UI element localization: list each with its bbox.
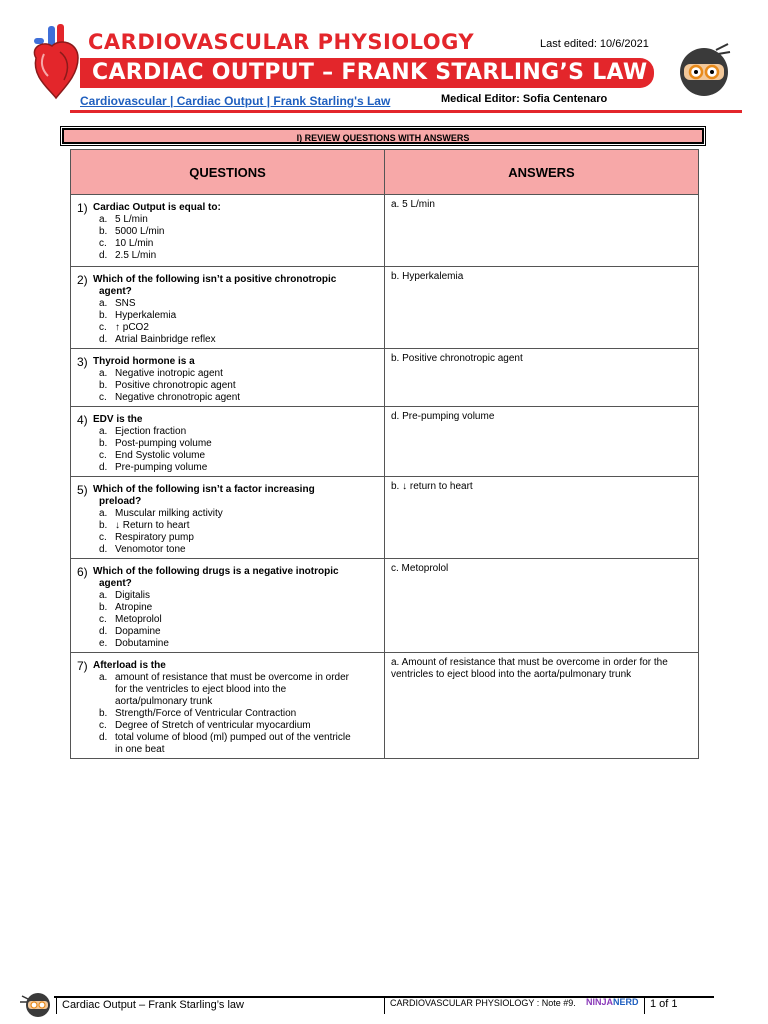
- heart-icon: [26, 24, 86, 102]
- option-letter: d.: [99, 462, 108, 473]
- option-letter: b.: [99, 310, 108, 321]
- answer-cell: b. Hyperkalemia: [385, 267, 699, 349]
- option-text: Muscular milking activity: [115, 508, 223, 519]
- footer-note: CARDIOVASCULAR PHYSIOLOGY : Note #9.: [390, 998, 576, 1008]
- option-item: [99, 520, 378, 532]
- review-questions-table: [70, 149, 699, 759]
- option-item: [99, 544, 378, 556]
- option-list: [77, 508, 378, 556]
- option-item: [99, 250, 378, 262]
- footer-title: Cardiac Output – Frank Starling’s law: [62, 999, 244, 1011]
- option-item: [99, 310, 378, 322]
- option-letter: a.: [99, 214, 108, 225]
- option-text: Dobutamine: [115, 638, 169, 649]
- option-text: Post-pumping volume: [115, 438, 212, 449]
- question-text: Which of the following isn’t a positive chronotropic: [93, 274, 337, 285]
- question-cell: [71, 195, 385, 267]
- option-item: [99, 720, 378, 732]
- option-item: [99, 626, 378, 638]
- question-number: 7): [77, 659, 88, 673]
- question-number: 6): [77, 565, 88, 579]
- option-text: Degree of Stretch of ventricular myocardium: [115, 720, 311, 731]
- option-item: [99, 450, 378, 462]
- question-number: 1): [77, 201, 88, 215]
- medical-editor: Medical Editor: Sofia Centenaro: [441, 93, 608, 105]
- table-row: [71, 559, 699, 653]
- answer-cell: a. Amount of resistance that must be overcome in order for the ventricles to eject blood into the aorta/pulmonary trunk: [385, 653, 699, 759]
- option-text: amount of resistance that must be overcome in order for the ventricles to eject blood into the aorta/pulmonary trunk: [115, 672, 350, 707]
- option-text: Venomotor tone: [115, 544, 186, 555]
- ninja-mascot-icon: [676, 42, 732, 98]
- option-text: Metoprolol: [115, 614, 162, 625]
- question-text: Which of the following drugs is a negative inotropic: [93, 566, 339, 577]
- table-row: [71, 195, 699, 267]
- table-row: [71, 477, 699, 559]
- option-item: [99, 462, 378, 474]
- option-text: 10 L/min: [115, 238, 154, 249]
- question-cell: [71, 349, 385, 407]
- option-letter: c.: [99, 450, 107, 461]
- answer-cell: b. ↓ return to heart: [385, 477, 699, 559]
- question-cell: [71, 407, 385, 477]
- question-stem: [77, 414, 378, 426]
- option-item: [99, 214, 378, 226]
- answer-cell: d. Pre-pumping volume: [385, 407, 699, 477]
- option-item: [99, 508, 378, 520]
- question-number: 4): [77, 413, 88, 427]
- option-letter: a.: [99, 590, 108, 601]
- question-text: Afterload is the: [93, 660, 166, 671]
- option-text: Pre-pumping volume: [115, 462, 208, 473]
- option-item: [99, 226, 378, 238]
- logo-text-a: NINJA: [586, 997, 614, 1007]
- option-text: Positive chronotropic agent: [115, 380, 236, 391]
- option-item: [99, 368, 378, 380]
- option-text: Hyperkalemia: [115, 310, 177, 321]
- option-text: Ejection fraction: [115, 426, 187, 437]
- footer-divider: [384, 996, 385, 1014]
- option-item: [99, 708, 378, 720]
- option-text: SNS: [115, 298, 136, 309]
- question-cell: [71, 653, 385, 759]
- option-text: 5000 L/min: [115, 226, 165, 237]
- option-text: ↑ pCO2: [115, 322, 149, 333]
- question-text-continued: agent?: [99, 286, 132, 297]
- option-letter: a.: [99, 368, 108, 379]
- option-text: 5 L/min: [115, 214, 148, 225]
- question-text-continued: agent?: [99, 578, 132, 589]
- question-stem: [77, 566, 378, 578]
- option-letter: b.: [99, 380, 108, 391]
- option-letter: d.: [99, 626, 108, 637]
- breadcrumb-link[interactable]: Cardiovascular | Cardiac Output | Frank Starling's Law: [80, 94, 391, 108]
- option-text: Dopamine: [115, 626, 161, 637]
- option-letter: c.: [99, 614, 107, 625]
- header-divider: [70, 110, 742, 113]
- footer-divider: [644, 996, 645, 1014]
- logo-text-b: NERD: [613, 997, 639, 1007]
- table-row: [71, 267, 699, 349]
- question-text-continued: preload?: [99, 496, 142, 507]
- ninja-nerd-logo: [586, 997, 639, 1007]
- option-letter: c.: [99, 238, 107, 249]
- option-text: Atropine: [115, 602, 153, 613]
- question-stem: [77, 202, 378, 214]
- question-cell: [71, 559, 385, 653]
- option-item: [99, 238, 378, 250]
- option-item: [99, 392, 378, 404]
- option-text: Respiratory pump: [115, 532, 194, 543]
- subject-title: CARDIOVASCULAR PHYSIOLOGY: [88, 30, 475, 54]
- question-text: Which of the following isn’t a factor increasing: [93, 484, 315, 495]
- answer-cell: c. Metoprolol: [385, 559, 699, 653]
- question-number: 3): [77, 355, 88, 369]
- question-number: 5): [77, 483, 88, 497]
- option-letter: a.: [99, 426, 108, 437]
- option-item: [99, 602, 378, 614]
- answer-cell: b. Positive chronotropic agent: [385, 349, 699, 407]
- option-item: [99, 322, 378, 334]
- page-title: CARDIAC OUTPUT – FRANK STARLING’S LAW: [92, 60, 648, 85]
- option-item: [99, 334, 378, 346]
- option-letter: b.: [99, 226, 108, 237]
- option-letter: a.: [99, 672, 108, 683]
- option-list: [77, 298, 378, 346]
- option-letter: b.: [99, 708, 108, 719]
- question-text: Thyroid hormone is a: [93, 356, 195, 367]
- option-letter: d.: [99, 732, 108, 743]
- option-text: Negative chronotropic agent: [115, 392, 241, 403]
- option-letter: b.: [99, 438, 108, 449]
- question-stem: [77, 274, 378, 286]
- question-stem: [77, 356, 378, 368]
- answers-column-header: ANSWERS: [385, 150, 699, 195]
- table-row: [71, 349, 699, 407]
- question-text: EDV is the: [93, 414, 143, 425]
- option-letter: b.: [99, 602, 108, 613]
- option-text: Atrial Bainbridge reflex: [115, 334, 216, 345]
- option-item: [99, 438, 378, 450]
- option-text: total volume of blood (ml) pumped out of the ventricle in one beat: [115, 732, 351, 755]
- option-item: [99, 426, 378, 438]
- option-item: [99, 732, 378, 756]
- question-cell: [71, 267, 385, 349]
- option-letter: e.: [99, 638, 108, 649]
- last-edited-date: Last edited: 10/6/2021: [540, 38, 649, 50]
- page-number: 1 of 1: [650, 998, 678, 1010]
- option-letter: d.: [99, 544, 108, 555]
- table-row: [71, 653, 699, 759]
- option-letter: d.: [99, 250, 108, 261]
- section-title: I) REVIEW QUESTIONS WITH ANSWERS: [62, 128, 704, 144]
- question-cell: [71, 477, 385, 559]
- option-item: [99, 532, 378, 544]
- option-letter: d.: [99, 334, 108, 345]
- option-letter: a.: [99, 508, 108, 519]
- option-list: [77, 214, 378, 262]
- option-letter: c.: [99, 532, 107, 543]
- option-letter: a.: [99, 298, 108, 309]
- option-text: 2.5 L/min: [115, 250, 157, 261]
- option-item: [99, 590, 378, 602]
- option-letter: c.: [99, 322, 107, 333]
- option-list: [77, 590, 378, 650]
- option-item: [99, 672, 378, 708]
- option-item: [99, 614, 378, 626]
- answer-cell: a. 5 L/min: [385, 195, 699, 267]
- question-stem: [77, 660, 378, 672]
- option-list: [77, 368, 378, 404]
- option-text: Digitalis: [115, 590, 151, 601]
- option-letter: b.: [99, 520, 108, 531]
- option-list: [77, 426, 378, 474]
- option-list: [77, 672, 378, 756]
- question-text: Cardiac Output is equal to:: [93, 202, 221, 213]
- option-item: [99, 638, 378, 650]
- option-text: Strength/Force of Ventricular Contraction: [115, 708, 297, 719]
- option-item: [99, 380, 378, 392]
- question-number: 2): [77, 273, 88, 287]
- table-row: [71, 407, 699, 477]
- option-letter: c.: [99, 392, 107, 403]
- footer-divider: [56, 996, 57, 1014]
- option-letter: c.: [99, 720, 107, 731]
- option-item: [99, 298, 378, 310]
- option-text: End Systolic volume: [115, 450, 206, 461]
- option-text: Negative inotropic agent: [115, 368, 223, 379]
- question-stem: [77, 484, 378, 496]
- option-text: ↓ Return to heart: [115, 520, 190, 531]
- footer-ninja-icon: [18, 990, 52, 1018]
- questions-column-header: QUESTIONS: [71, 150, 385, 195]
